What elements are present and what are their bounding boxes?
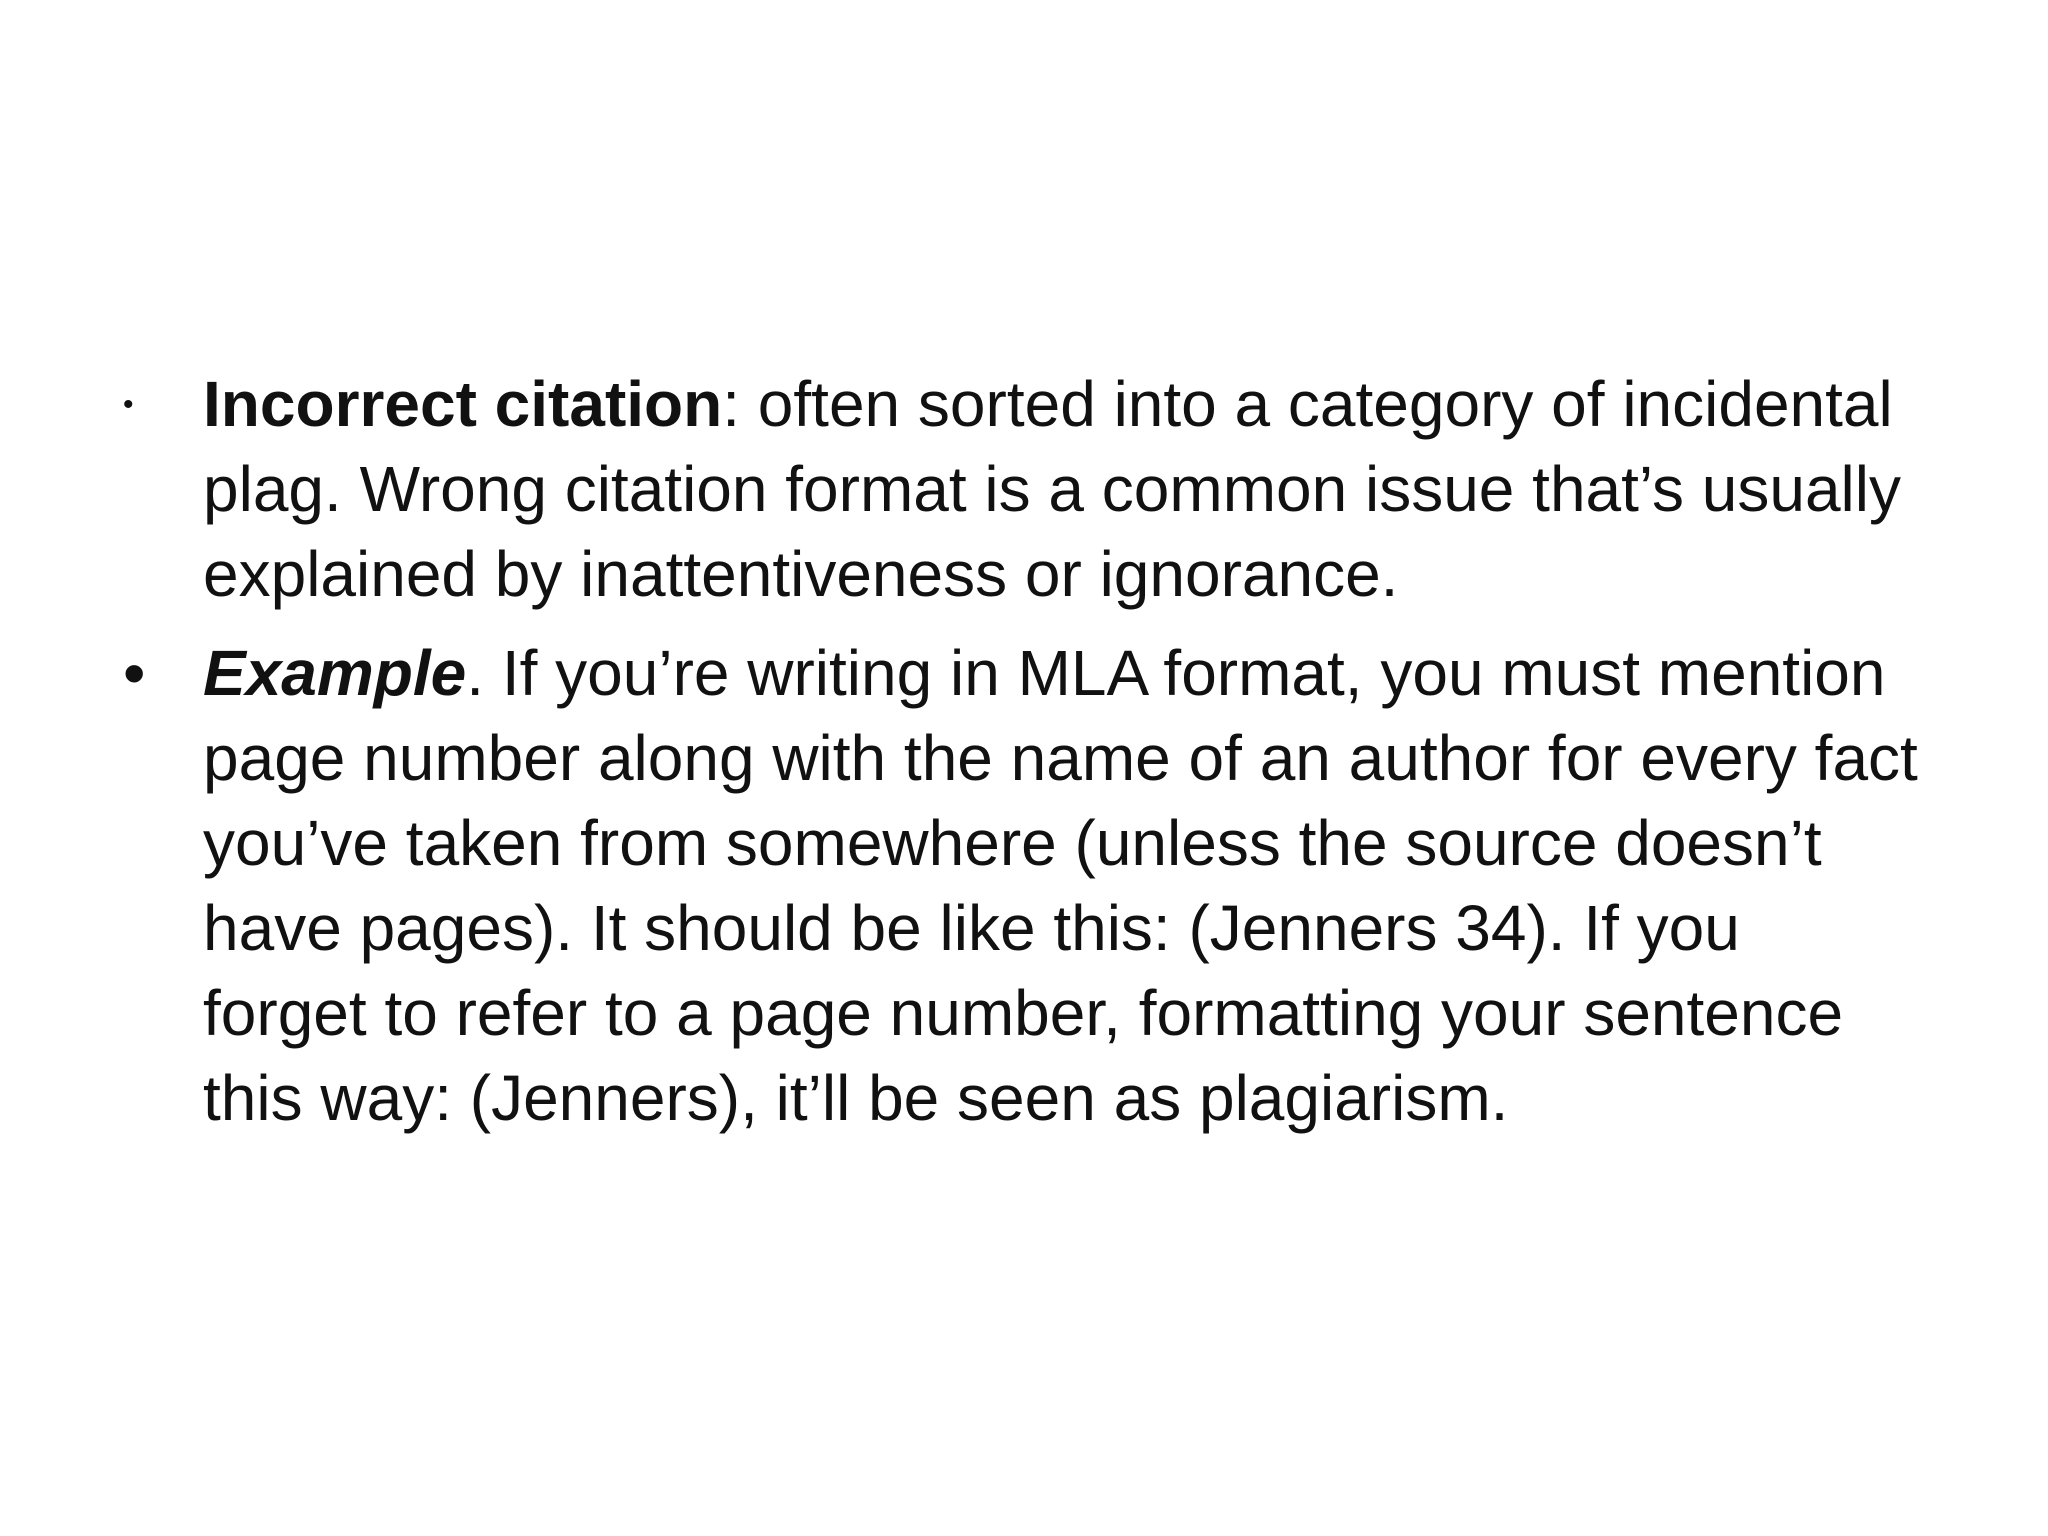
bullet-item-incorrect-citation <box>118 362 1918 617</box>
bullet-text: : often sorted into a category of incidental plag. Wrong citation format is a common issue that’s usually explained by inattentiveness or ignorance. <box>203 368 1901 610</box>
slide-body <box>118 362 1918 1155</box>
bullet-icon: • <box>123 637 146 709</box>
bullet-icon: • <box>123 388 134 421</box>
bullet-text: . If you’re writing in MLA format, you must mention page number along with the name of an author for every fact you’ve taken from somewhere (unless the source doesn’t have pages). It should be like this: (Jenners 34). If you forget to refer to a page number, formatting your sentence this way: (Jenners), it’ll be seen as plagiarism. <box>203 637 1918 1134</box>
bullet-lead-term: Incorrect citation <box>203 368 723 440</box>
bullet-item-example <box>118 631 1918 1141</box>
bullet-lead-term: Example <box>203 637 467 709</box>
